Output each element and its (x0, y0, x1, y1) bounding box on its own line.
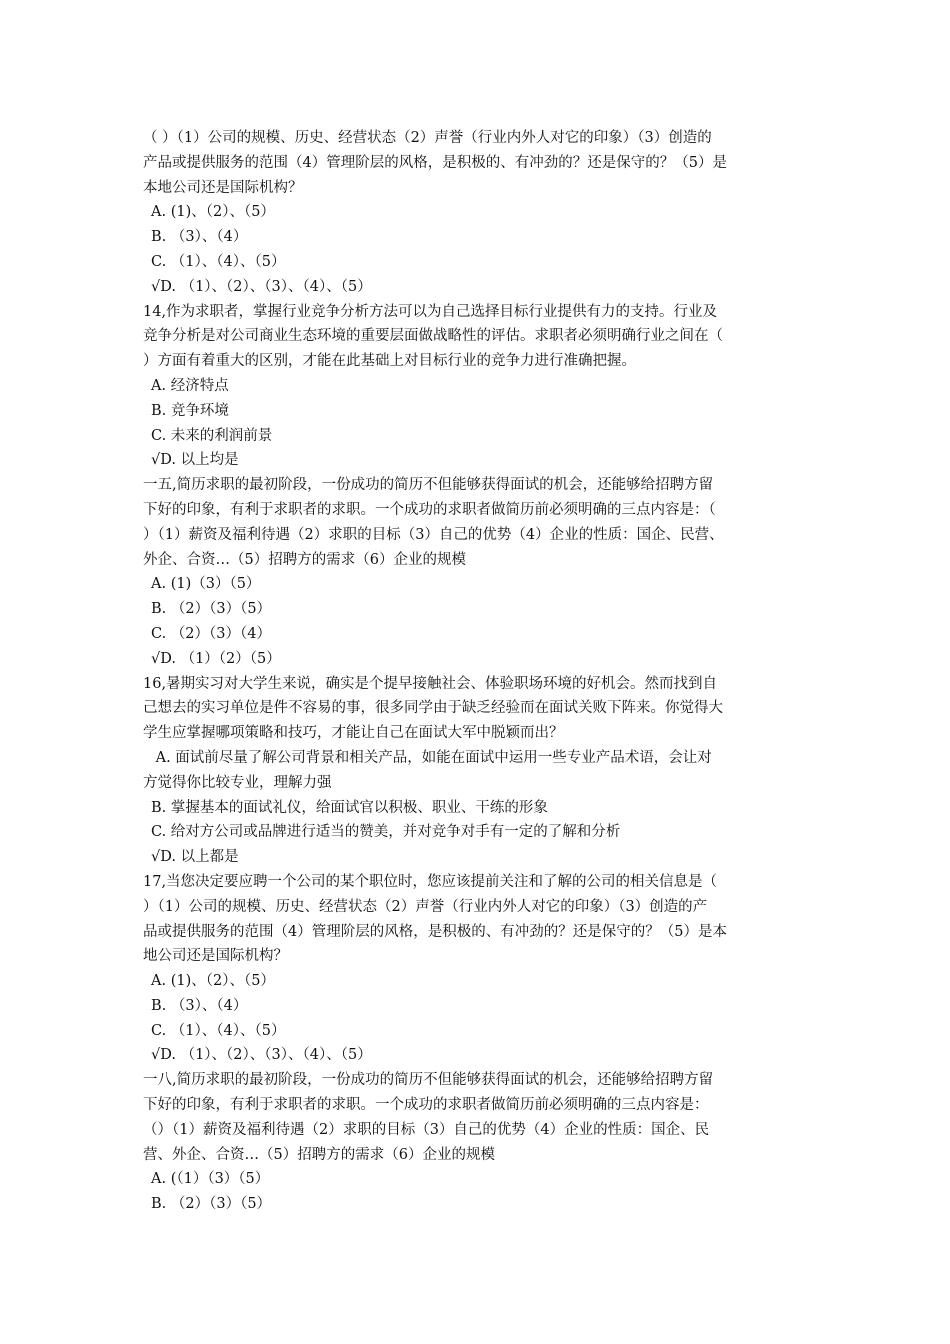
question-text-line: 地公司还是国际机构？ (143, 948, 288, 965)
answer-option-line: B. 掌握基本的面试礼仪，给面试官以积极、职业、干练的形象 (151, 799, 548, 816)
question-text-line: 品或提供服务的范围（4）管理阶层的风格，是积极的、有冲劲的？还是保守的？（5）是本 (143, 923, 727, 940)
question-text-line: 方觉得你比较专业，理解力强 (143, 774, 332, 791)
answer-option-line: C. （1）、（4）、（5） (151, 1022, 286, 1039)
question-text-line: ）方面有着重大的区别，才能在此基础上对目标行业的竞争力进行准确把握。 (143, 353, 636, 370)
document-page (143, 126, 815, 1217)
answer-option-line: B. 竞争环境 (151, 402, 229, 419)
question-text-line: 本地公司还是国际机构？ (143, 179, 303, 196)
question-text-line: ）（1）薪资及福利待遇（2）求职的目标（3）自己的优势（4）企业的性质：国企、民营、 (143, 526, 724, 543)
question-text-line: 14,作为求职者，掌握行业竞争分析方法可以为自己选择目标行业提供有力的支持。行业及 (143, 303, 718, 320)
answer-option-line: A. 面试前尽量了解公司背景和相关产品，如能在面试中运用一些专业产品术语，会让对 (151, 749, 712, 766)
answer-option-line: A. (1)、（2）、（5） (151, 204, 275, 221)
answer-option-line: C. 给对方公司或品牌进行适当的赞美，并对竞争对手有一定的了解和分析 (151, 824, 621, 841)
question-text-line: 产品或提供服务的范围（4）管理阶层的风格，是积极的、有冲劲的？还是保守的？（5）是 (143, 154, 727, 171)
question-text-line: （ ）（1）公司的规模、历史、经营状态（2）声誉（行业内外人对它的印象）（3）创造的 (143, 130, 712, 146)
question-text-line: ）（1）公司的规模、历史、经营状态（2）声誉（行业内外人对它的印象）（3）创造的产 (143, 898, 708, 915)
answer-option-line: √D. （1）、（2）、（3）、（4）、（5） (151, 278, 372, 295)
answer-option-line: √D. 以上均是 (151, 452, 239, 469)
question-text-line: 竞争分析是对公司商业生态环境的重要层面做战略性的评估。求职者必须明确行业之间在（ (143, 328, 723, 345)
question-text-line: 一五,简历求职的最初阶段，一份成功的简历不但能够获得面试的机会，还能够给招聘方留 (143, 477, 714, 494)
answer-option-line: B. （2）（3）（5） (151, 601, 272, 618)
question-text-line: 己想去的实习单位是件不容易的事，很多同学由于缺乏经验而在面试关败下阵来。你觉得大 (143, 700, 723, 717)
answer-option-line: B. （3）、（4） (151, 997, 248, 1014)
answer-option-line: C. （2）（3）（4） (151, 625, 271, 642)
answer-option-line: C. （1）、（4）、（5） (151, 253, 286, 270)
answer-option-line: C. 未来的利润前景 (151, 427, 273, 444)
question-text-line: 下好的印象，有利于求职者的求职。一个成功的求职者做简历前必须明确的三点内容是：（ (143, 501, 716, 518)
answer-option-line: √D. （1）、（2）、（3）、（4）、（5） (151, 1047, 372, 1064)
question-text-line: （）（1）薪资及福利待遇（2）求职的目标（3）自己的优势（4）企业的性质：国企、民 (143, 1121, 710, 1138)
answer-option-line: A. (（1）（3）（5） (151, 1171, 270, 1188)
answer-option-line: B. （3）、（4） (151, 229, 248, 246)
question-text-line: 营、外企、合资…（5）招聘方的需求（6）企业的规模 (143, 1146, 495, 1163)
question-text-line: 16,暑期实习对大学生来说，确实是个提早接触社会、体验职场环境的好机会。然而找到自 (143, 675, 718, 692)
question-text-line: 一八,简历求职的最初阶段，一份成功的简历不但能够获得面试的机会，还能够给招聘方留 (143, 1072, 714, 1089)
answer-option-line: A. (1)（3）（5） (151, 576, 261, 593)
answer-option-line: √D. （1）（2）（5） (151, 650, 281, 667)
answer-option-line: √D. 以上都是 (151, 849, 239, 866)
question-text-line: 学生应掌握哪项策略和技巧，才能让自己在面试大军中脱颖而出？ (143, 725, 564, 742)
question-text-line: 下好的印象，有利于求职者的求职。一个成功的求职者做简历前必须明确的三点内容是： (143, 1097, 709, 1114)
answer-option-line: B. （2）（3）（5） (151, 1196, 272, 1213)
question-text-line: 17,当您决定要应聘一个公司的某个职位时，您应该提前关注和了解的公司的相关信息是（ (143, 873, 718, 890)
answer-option-line: A. 经济特点 (151, 377, 229, 394)
question-text-line: 外企、合资…（5）招聘方的需求（6）企业的规模 (143, 551, 466, 568)
answer-option-line: A. (1)、（2）、（5） (151, 973, 275, 990)
